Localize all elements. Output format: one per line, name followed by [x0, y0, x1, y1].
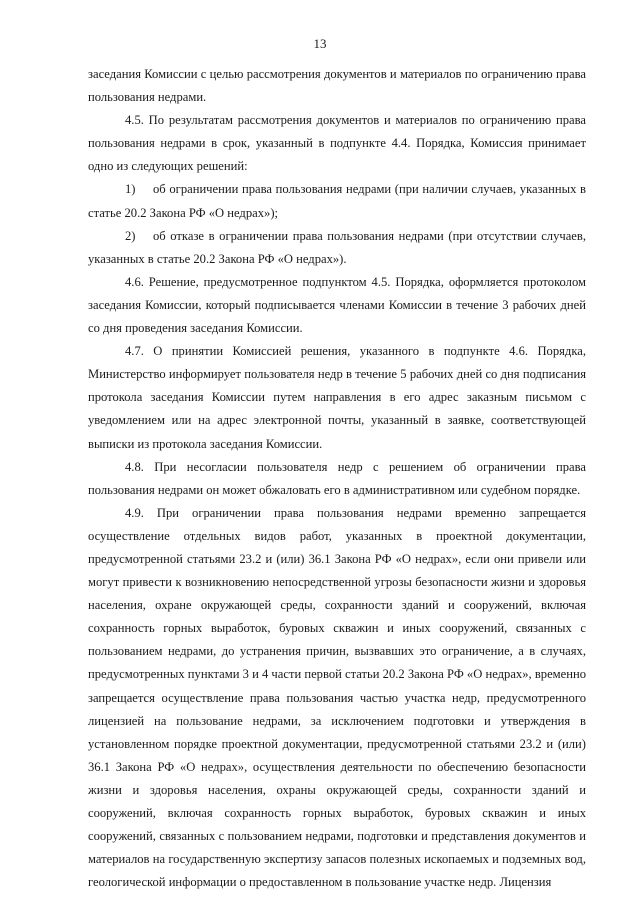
document-body [88, 63, 586, 894]
paragraph-continuation: заседания Комиссии с целью рассмотрения документов и материалов по ограничению права пользования недрами. [88, 67, 586, 105]
list-item-number: 1) [125, 182, 136, 197]
paragraph-4-9: 4.9. При ограничении права пользования недрами временно запрещается осуществление отдельных видов работ, указанных в проектной документации, предусмотренной статьями 23.2 и (или) 36.1 Закона РФ «О недрах», если они привели или могут привести к возникновению непосредственной угрозы безопасности жизни и здоровья населения, охране окружающей среды, сохранности зданий и сооружений, включая сохранность горных выработок, буровых скважин и иных сооружений, связанных с пользованием недрами, до устранения причин, вызвавших это ограничение, а в случаях, предусмотренных пунктами 3 и 4 части первой статьи 20.2 Закона РФ «О недрах», временно запрещается осуществление права пользования частью участка недр, предусмотренного лицензией на пользование недрами, за исключением подготовки и утверждения в установленном порядке проектной документации, предусмотренной статьями 23.2 и (или) 36.1 Закона РФ «О недрах», осуществления деятельности по обеспечению безопасности жизни и здоровья населения, охраны окружающей среды, сохранности зданий и сооружений, включая сохранность горных выработок, буровых скважин и иных сооружений, связанных с пользованием недрами, подготовки и представления документов и материалов на государственную экспертизу запасов полезных ископаемых и подземных вод, геологической информации о предоставленном в пользование участке недр. Лицензия [88, 505, 586, 890]
page-number: 13 [313, 36, 327, 51]
list-item-number: 2) [125, 228, 136, 243]
paragraph-4-5: 4.5. По результатам рассмотрения документов и материалов по ограничению права пользования недрами в срок, указанный в подпункте 4.4. Порядка, Комиссия принимает одно из следующих решений: [88, 113, 586, 174]
list-item-1 [88, 178, 586, 224]
list-item-text: об отказе в ограничении права пользования недрами (при отсутствии случаев, указанных в статье 20.2 Закона РФ «О недрах»). [88, 228, 586, 266]
paragraph-4-8: 4.8. При несогласии пользователя недр с решением об ограничении права пользования недрами он может обжаловать его в административном или судебном порядке. [88, 459, 586, 497]
paragraph-4-6: 4.6. Решение, предусмотренное подпунктом 4.5. Порядка, оформляется протоколом заседания Комиссии, который подписывается членами Комиссии в течение 3 рабочих дней со дня проведения заседания Комиссии. [88, 274, 586, 336]
list-item-text: об ограничении права пользования недрами (при наличии случаев, указанных в статье 20.2 Закона РФ «О недрах»); [88, 182, 586, 220]
paragraph-4-7: 4.7. О принятии Комиссией решения, указанного в подпункте 4.6. Порядка, Министерство информирует пользователя недр в течение 5 рабочих дней со дня подписания протокола заседания Комиссии путем направления в его адрес заказным письмом с уведомлением или на адрес электронной почты, указанный в заявке, соответствующей выписки из протокола заседания Комиссии. [88, 344, 586, 451]
list-item-2 [88, 225, 586, 271]
